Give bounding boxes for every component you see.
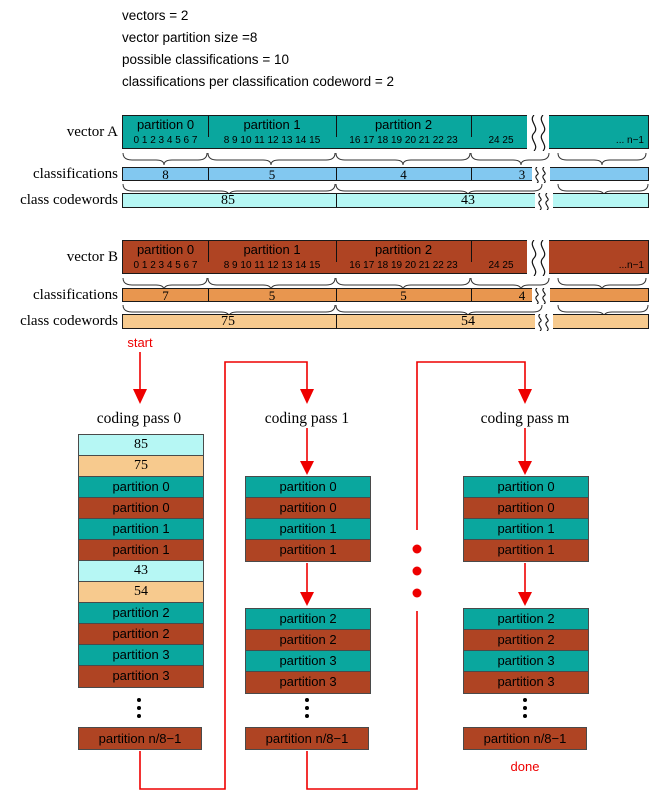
red-ellipsis-dot <box>413 589 422 598</box>
class-codewords-bar-b <box>122 314 649 329</box>
pass-tail-cell: partition n/8−1 <box>463 727 587 750</box>
coding-pass-m-block2 <box>463 608 589 694</box>
pass-cell: partition 2 <box>79 624 203 645</box>
bar-break-squiggle-icon <box>527 115 549 151</box>
pass-cell: partition 0 <box>464 498 588 519</box>
param-classifications: possible classifications = 10 <box>122 52 289 67</box>
coding-pass-m-block1 <box>463 476 589 562</box>
classification-value: 4 <box>518 288 526 303</box>
pass-cell: partition 0 <box>79 477 203 498</box>
class-codewords-label-b: class codewords <box>20 313 118 329</box>
index-scale: 24 25 <box>488 260 514 271</box>
cell-divider <box>336 315 337 328</box>
pass-cell: partition 2 <box>79 603 203 624</box>
partition-label: partition 1 <box>243 242 301 257</box>
partition-label: partition 2 <box>374 117 433 132</box>
pass-cell: partition 3 <box>79 645 203 666</box>
pass-tail-cell: partition n/8−1 <box>78 727 202 750</box>
pass-cell: partition 2 <box>464 630 588 651</box>
codeword-value: 85 <box>221 193 235 208</box>
red-ellipsis-dot <box>413 567 422 576</box>
vector-a-bar <box>122 115 649 149</box>
pass-cell: 43 <box>79 561 203 582</box>
coding-pass-m-title: coding pass m <box>480 410 570 427</box>
pass-cell: partition 3 <box>246 672 370 693</box>
pass-cell: partition 2 <box>464 609 588 630</box>
index-scale: 16 17 18 19 20 21 22 23 <box>349 260 458 271</box>
param-vectors: vectors = 2 <box>122 8 189 23</box>
classification-value: 8 <box>162 167 169 182</box>
classifications-bar-a <box>122 167 649 181</box>
pass-cell: partition 1 <box>464 540 588 561</box>
classifications-label-b: classifications <box>33 287 118 303</box>
classification-value: 4 <box>400 167 407 182</box>
class-codewords-label-a: class codewords <box>20 192 118 208</box>
cell-divider <box>471 168 472 180</box>
pass-cell: partition 3 <box>464 672 588 693</box>
ellipsis-dots <box>305 698 309 722</box>
coding-pass-1-block2 <box>245 608 371 694</box>
codeword-value: 54 <box>461 314 475 329</box>
coding-pass-1-title: coding pass 1 <box>264 410 350 427</box>
arrowhead <box>133 389 147 404</box>
pass-cell: partition 2 <box>246 609 370 630</box>
index-tail: ...n−1 <box>618 260 644 271</box>
pass-cell: partition 1 <box>246 519 370 540</box>
pass-cell: partition 1 <box>246 540 370 561</box>
vector-b-bar <box>122 240 649 274</box>
class-codewords-bar-a <box>122 193 649 208</box>
start-label: start <box>127 335 153 350</box>
pass-cell: 54 <box>79 582 203 603</box>
cell-divider <box>471 289 472 301</box>
pass-cell: 75 <box>79 456 203 477</box>
index-scale: 0 1 2 3 4 5 6 7 <box>133 135 198 146</box>
index-scale: 24 25 <box>488 135 514 146</box>
ellipsis-dots <box>137 698 141 722</box>
pass-cell: partition 3 <box>464 651 588 672</box>
classification-value: 7 <box>162 288 169 303</box>
done-label: done <box>510 759 540 774</box>
partition-label: partition 1 <box>243 117 301 132</box>
classifications-bar-b <box>122 288 649 302</box>
pass-cell: partition 0 <box>246 498 370 519</box>
pass-cell: partition 0 <box>79 498 203 519</box>
arrowhead <box>300 461 314 475</box>
arrowhead <box>518 389 532 404</box>
index-scale: 0 1 2 3 4 5 6 7 <box>133 260 198 271</box>
classification-value: 5 <box>400 288 407 303</box>
red-ellipsis-dot <box>413 545 422 554</box>
classification-value: 3 <box>518 167 526 182</box>
pass-cell: partition 1 <box>79 540 203 561</box>
partition-label: partition 2 <box>374 242 433 257</box>
param-partition-size: vector partition size =8 <box>122 30 258 45</box>
index-scale: 16 17 18 19 20 21 22 23 <box>349 135 458 146</box>
index-scale: 8 9 10 11 12 13 14 15 <box>223 260 321 271</box>
bar-break-squiggle-icon <box>527 240 549 276</box>
partition-label: partition 0 <box>136 242 195 257</box>
pass-cell: partition 3 <box>79 666 203 687</box>
arrowhead <box>518 461 532 475</box>
bar-break-squiggle-icon <box>535 193 553 210</box>
pass-cell: partition 0 <box>246 477 370 498</box>
pass-tail-cell: partition n/8−1 <box>245 727 369 750</box>
pass-cell: partition 3 <box>246 651 370 672</box>
braces-vector-a-to-classifications <box>122 149 649 166</box>
pass-cell: partition 1 <box>464 519 588 540</box>
arrowhead <box>518 592 532 606</box>
partition-label: partition 0 <box>136 117 195 132</box>
vector-b-label: vector B <box>66 249 118 265</box>
pass-cell: 85 <box>79 435 203 456</box>
classification-value: 5 <box>268 167 276 182</box>
coding-pass-0-stack <box>78 434 204 688</box>
classification-value: 5 <box>268 288 276 303</box>
codeword-value: 75 <box>221 314 235 329</box>
vector-a-label: vector A <box>66 124 118 140</box>
coding-pass-0-title: coding pass 0 <box>96 410 182 427</box>
codeword-value: 43 <box>461 193 475 208</box>
pass-cell: partition 2 <box>246 630 370 651</box>
param-codeword: classifications per classification codeword = 2 <box>122 74 395 89</box>
index-scale: 8 9 10 11 12 13 14 15 <box>223 135 321 146</box>
pass-cell: partition 1 <box>79 519 203 540</box>
arrowhead <box>300 389 314 404</box>
pass-cell: partition 0 <box>464 477 588 498</box>
arrowhead <box>300 592 314 606</box>
cell-divider <box>336 194 337 207</box>
classifications-label-a: classifications <box>33 166 118 182</box>
coding-pass-1-block1 <box>245 476 371 562</box>
bar-break-squiggle-icon <box>535 314 553 331</box>
index-tail: ... n−1 <box>615 135 644 146</box>
ellipsis-dots <box>523 698 527 722</box>
